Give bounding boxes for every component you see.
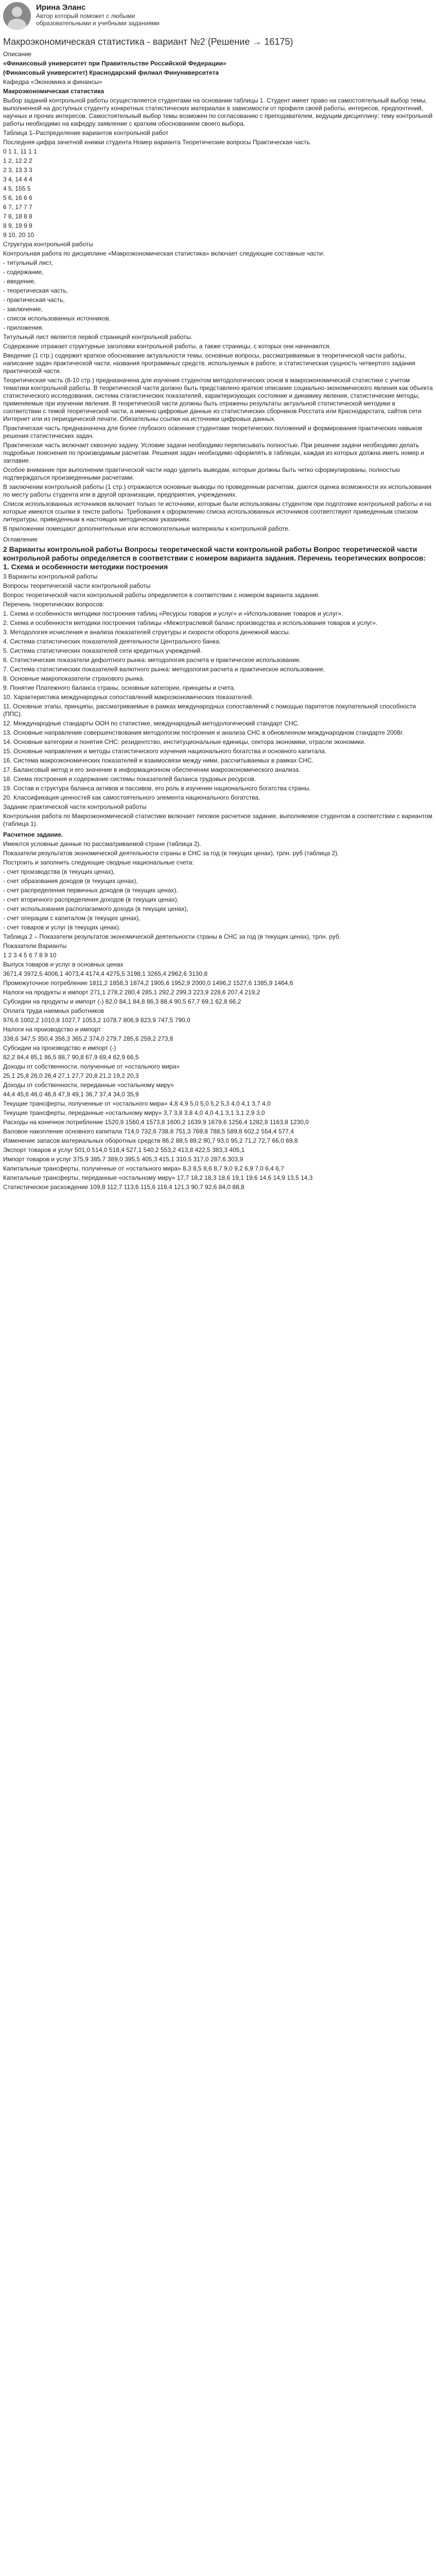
text-line: 2. Схема и особенности методики построения таблицы «Межотраслевой баланс производства и использования товаров и услуг». [3,619,378,626]
text-line: Кафедра «Экономика и финансы» [3,78,102,86]
text-line: Практическая часть предназначена для более глубокого освоения студентами теоретических положений и формирования практических навыков решения статистических задач. [3,425,423,439]
text-line: - счет использования располагаемого дохода (в текущих ценах), [3,905,188,912]
text-line: Капитальные трансферты, полученные от «остального мира» 8,3 8,5 8,6 8,7 9,0 9,2 6,9 7,0 6,4 6,7 [3,1165,284,1172]
text-line: - счет производства (в текущих ценах), [3,868,115,875]
text-line: 5 6, 16 6 6 [3,194,32,201]
text-line: 5. Система статистических показателей сети кредитных учреждений. [3,647,202,654]
text-line: Импорт товаров и услуг 375,9 385,7 389,0 395,5 405,3 415,1 310,5 317,0 287,6 303,9 [3,1156,243,1163]
text-line: Изменение запасов материальных оборотных средств 86,2 88,5 89,2 90,7 93,0 95,2 71,2 72,7 66,0 69,8 [3,1137,298,1144]
text-line: Имеются условные данные по рассматриваемой стране (таблица 2). [3,840,201,848]
text-line: Оплата труда наемных работников [3,1007,104,1014]
text-line: Особое внимание при выполнении практической части надо уделить выводам, которые должны быть четко сформулированы, полностью подтверждаться произведенными расчетами. [3,466,400,481]
text-line: 8. Основные макропоказатели страхового рынка. [3,675,145,682]
text-line: Валовое накопление основного капитала 714,0 732,6 738,8 751,3 769,8 788,5 589,8 602,2 554,4 577,4 [3,1128,294,1135]
text-line: Титульный лист является первой страницей контрольной работы. [3,333,193,341]
text-line: - счет товаров и услуг (в текущих ценах). [3,924,121,931]
text-line: Таблица 1–Распределение вариантов контрольной работ [3,129,169,137]
text-line: Введение (1 стр.) содержит краткое обоснование актуальности темы, основные вопросы, рассматриваемые в теоретической части работы, написание задач практической части, названия программных средств, используемых в работе, и статистическая сущность четвертого задания практической части. [3,352,415,375]
text-line: 14. Основные категории и понятия СНС: резидентство, институциональные единицы, сектора экономики, отрасли экономики. [3,738,366,745]
text-line: Текущие трансферты, переданные «остальному миру» 3,7 3,8 3,8 4,0 4,0 4,1 3,1 3,1 2,9 3,0 [3,1109,265,1116]
text-line: 1. Схема и особенности методики построения таблиц «Ресурсы товаров и услуг» и «Использование товаров и услуг». [3,610,343,617]
author-description: Автор который поможет с любыми образовательными и учебными заданиями [36,12,160,27]
text-line: Теоретическая часть (8-10 стр.) предназначена для изучения студентом методологических основ в макроэкономической статистике с учетом тематики контрольной работы. В теоретической части должно быть представлено краткое описание социально-экономического явления как объекта статистического исследования, система статистических показателей, характеризующих состояние и динамику явления, статистические методы, применяемые при изучении явления. В теоретической части должны быть отражены результаты актуальной статистической методики в соответствии с темой теоретической части, а именно цифровые данные из статистических сборников Росстата или Краснодарстата, сайтов сети Интернет или из периодической печати. Обязательны ссылки на источники цифровых данных. [3,377,433,422]
text-line: - практическая часть, [3,296,65,303]
text-line: Доходы от собственности, полученные от «остального мира» [3,1063,180,1070]
text-line: - счет операции с капиталом (в текущих ценах), [3,914,141,922]
text-line: 338,6 347,5 350,4 356,3 365,2 374,0 279,7 285,6 259,2 273,8 [3,1035,173,1042]
text-line: 6. Статистические показатели дефолтного рынка: методология расчета и практическое использование. [3,656,301,664]
text-line: 7. Система статистических показателей валютного рынка: методология расчета и практическое использование. [3,666,325,673]
author-avatar[interactable] [3,2,31,30]
page [0,0,436,1191]
text-line: Текущие трансферты, полученные от «остального мира» 4,8 4,9 5,0 5,0 5,2 5,3 4,0 4,1 3,7 4,0 [3,1100,271,1107]
text-line: 18. Схема построения и содержание системы показателей баланса трудовых ресурсов. [3,775,256,783]
text-line: Перечень теоретических вопросов: [3,601,104,608]
text-line: 2 3, 13 3 3 [3,166,32,174]
text-line: В заключении контрольной работы (1 стр.) отражаются основные выводы по проведенным расчетам, даются оценка возможности их использования по месту работы студента или в другой организации, предприятия, учреждениях. [3,483,432,498]
text-line: 6 7, 17 7 7 [3,204,32,211]
text-line: Показатели результатов экономической деятельности страны в СНС за год (в текущих ценах), трлн. руб (таблица 2). [3,850,339,857]
text-line: 2 Варианты контрольной работы Вопросы теоретической части контрольной работы Вопрос теоретической части контрольной работы определяется в соответствии с номером варианта задания. Перечень теоретических вопросов: 1. Схема и особенности методики построения [3,545,426,571]
author-info [36,2,165,27]
text-line: - приложения. [3,324,44,331]
text-line: 25,1 25,8 26,0 26,4 27,1 27,7 20,8 21,2 19,2 20,3 [3,1072,139,1079]
text-line: 17. Балансовый метод и его значение в информационном обеспечении макроэкономического анализа. [3,766,301,773]
text-line: - введение, [3,278,36,285]
text-line: Вопросы теоретической части контрольной работы [3,582,151,589]
text-line: 3. Методология исчисления и анализа показателей структуры и скорости оборота денежной массы. [3,629,291,636]
text-line: Капитальные трансферты, переданные «остальному миру» 17,7 18,2 18,3 18,6 19,1 19,6 14,6 14,9 13,5 14,3 [3,1174,313,1181]
page-title [3,36,433,47]
text-line: Построить и заполнить следующие сводные национальные счета: [3,859,194,866]
text-line: Налоги на продукты и импорт 271,1 278,2 280,4 285,1 292,2 299,3 223,9 228,6 207,4 219,2 [3,989,260,996]
text-line: Описание [3,50,32,58]
text-line: «Финансовый университет при Правительстве Российской Федерации» [3,60,226,67]
text-line: Последняя цифра зачетной книжки студента Номер варианта Теоретические вопросы Практическая часть [3,139,310,146]
text-line: Налоги на производство и импорт [3,1026,101,1033]
text-line: - счет распределения первичных доходов (в текущих ценах), [3,887,178,894]
text-line: 12. Международные стандарты ООН по статистике, международный методологический стандарт СНС. [3,720,300,727]
text-line: Список использованных источников включает только те источники, которые были использованы студентом при подготовке контрольной работы и на которые имеются ссылки в тексте работы. Требования к оформлению списка использованных источников соответствуют приведенным списком литературы, приведенным в настоящих методических указаниях. [3,500,432,523]
text-line: 3 4, 14 4 4 [3,176,32,183]
text-line: - титульный лист, [3,259,53,266]
text-line: 15. Основные направления и методы статистического изучения национального богатства и основного капитала. [3,748,327,755]
text-line: Содержание отражает структурные заголовки контрольной работы, а также страницы, с которых они начинаются. [3,343,331,350]
text-line: - заключение, [3,306,43,313]
text-line: 10. Характеристика международных сопоставлений макроэкономических показателей. [3,693,254,701]
author-card [3,0,433,35]
text-line: 8 9, 19 9 9 [3,222,32,229]
text-line: Субсидии на продукты и импорт (-) 82,0 84,1 84,8 86,3 88,4 90,5 67,7 69,1 62,8 66,2 [3,998,241,1005]
text-line: Промежуточное потребление 1811,2 1858,3 1874,2 1905,6 1952,9 2000,0 1496,2 1527,6 1385,9 1464,6 [3,979,293,987]
text-line: 20. Классификация ценностей как самостоятельного элемента национального богатства. [3,794,260,801]
text-line: Макроэкономическая статистика [3,88,104,95]
text-line: Структура контрольной работы [3,241,93,248]
text-line: 19. Состав и структура баланса активов и пассивов, его роль в изучении национального богатства страны. [3,785,311,792]
text-line: 7 8, 18 8 8 [3,213,32,220]
text-line: 1 2, 12 2 2 [3,157,32,164]
text-line: (Финансовый университет) Краснодарский филиал Финуниверситета [3,69,219,76]
text-line: Доходы от собственности, переданные «остальному миру» [3,1081,174,1089]
text-line: Таблица 2 – Показатели результатов экономической деятельности страны в СНС за год (в текущих ценах), трлн. руб. [3,933,341,940]
text-line: 82,2 84,4 85,1 86,5 88,7 90,8 67,9 69,4 62,9 66,5 [3,1054,139,1061]
text-line: Статистическое расхождение 109,8 112,7 113,6 115,6 118,4 121,3 90,7 92,6 84,0 88,8 [3,1183,245,1191]
text-line: 16. Система макроэкономических показателей и взаимосвязи между ними, рассчитываемых в рамках СНС. [3,757,314,764]
text-line: 44,4 45,6 46,0 46,8 47,9 49,1 36,7 37,4 34,0 35,9 [3,1091,139,1098]
text-line: Контрольная работа по дисциплине «Макроэкономическая статистика» включает следующие составные части: [3,250,325,257]
text-line: 9. Понятие Платежного баланса страны, основные категории, принципы и счета. [3,684,236,691]
text-line: Оглавление [3,536,38,543]
text-line: Задание практической части контрольной работы [3,803,147,810]
text-line: - список использованных источников, [3,315,111,322]
text-line: 1 2 3 4 5 6 7 8 9 10 [3,952,57,959]
text-line: - теоретическая часть, [3,287,68,294]
text-line: 4. Система статистических показателей деятельности Центрального банка. [3,638,221,645]
text-line: 4 5, 155 5 [3,185,31,192]
text-line: 9 10, 20 10 [3,231,34,239]
text-line: Контрольная работа по Макроэкономической статистике включает типовое расчетное задание, выполняемое студентом в соответствии с вариантом (таблица 1). [3,812,432,827]
text-line: 3671,4 3972,5 4006,1 4073,4 4174,4 4275,5 3198,1 3265,4 2962,6 3130,8 [3,970,208,977]
text-line: Выпуск товаров и услуг в основных ценах [3,961,124,968]
text-line: Экспорт товаров и услуг 501,0 514,0 518,4 527,1 540,2 553,2 413,8 422,5 383,3 405,1 [3,1146,245,1154]
article-body [3,50,433,1191]
text-line: Субсидии на производство и импорт (-) [3,1044,116,1052]
author-name[interactable]: Ирина Эланс [36,3,86,12]
text-line: 13. Основные направления совершенствования методологии построения и анализа СНС в обновленном международном стандарте 2008г. [3,729,404,736]
text-line: Выбор заданий контрольной работы осуществляется студентами на основании таблицы 1. Студент имеет право на самостоятельный выбор темы, выполненной на доступных студенту конкретных статистических материалах в зависимости от профиля своей работы, интересов, предпочтений, научных и прочих интересов. Самостоятельный выбор темы возможен по согласованию с преподавателем, ведущим дисциплину; тему контрольной работы необходимо на кафедру заявление с кратким обоснованием своего выбора. [3,97,433,127]
text-line: В приложении помещают дополнительные или вспомогательные материалы к контрольной работе. [3,525,290,532]
text-line: - счет вторичного распределения доходов (в текущих ценах), [3,896,179,903]
text-line: Практическая часть включает сквозную задачу. Условие задачи необходимо переписывать полностью. При решении задачи необходимо делать подробные пояснения по производимым расчетам. Решения задач необходимо оформлять в таблицах, каждая из которых должна иметь номер и заглавие. [3,442,424,464]
text-line: Расходы на конечное потребление 1520,9 1560,4 1573,8 1600,2 1639,9 1679,6 1256,4 1282,8 1163,8 1230,0 [3,1118,309,1126]
page-title-text: Макроэкономическая статистика - вариант №2 (Решение → 16175) [3,37,293,47]
text-line: - содержание, [3,268,44,276]
text-line: - счет образования доходов (в текущих ценах), [3,877,138,885]
text-line: Вопрос теоретической части контрольной работы определяется в соответствии с номером варианта задания. [3,591,320,599]
text-line: Показатели Варианты [3,942,67,950]
text-line: 11. Основные этапы, принципы, рассматриваемые в рамках международных сопоставлений с помощью паритетов покупательной способности (ППС). [3,703,416,718]
text-line: 3 Варианты контрольной работы [3,573,98,580]
text-line: Расчетное задание. [3,831,63,838]
text-line: 976,6 1002,2 1010,8 1027,7 1053,2 1078,7 806,9 823,9 747,5 790,0 [3,1016,190,1024]
text-line: 0 1 1, 11 1 1 [3,148,37,155]
